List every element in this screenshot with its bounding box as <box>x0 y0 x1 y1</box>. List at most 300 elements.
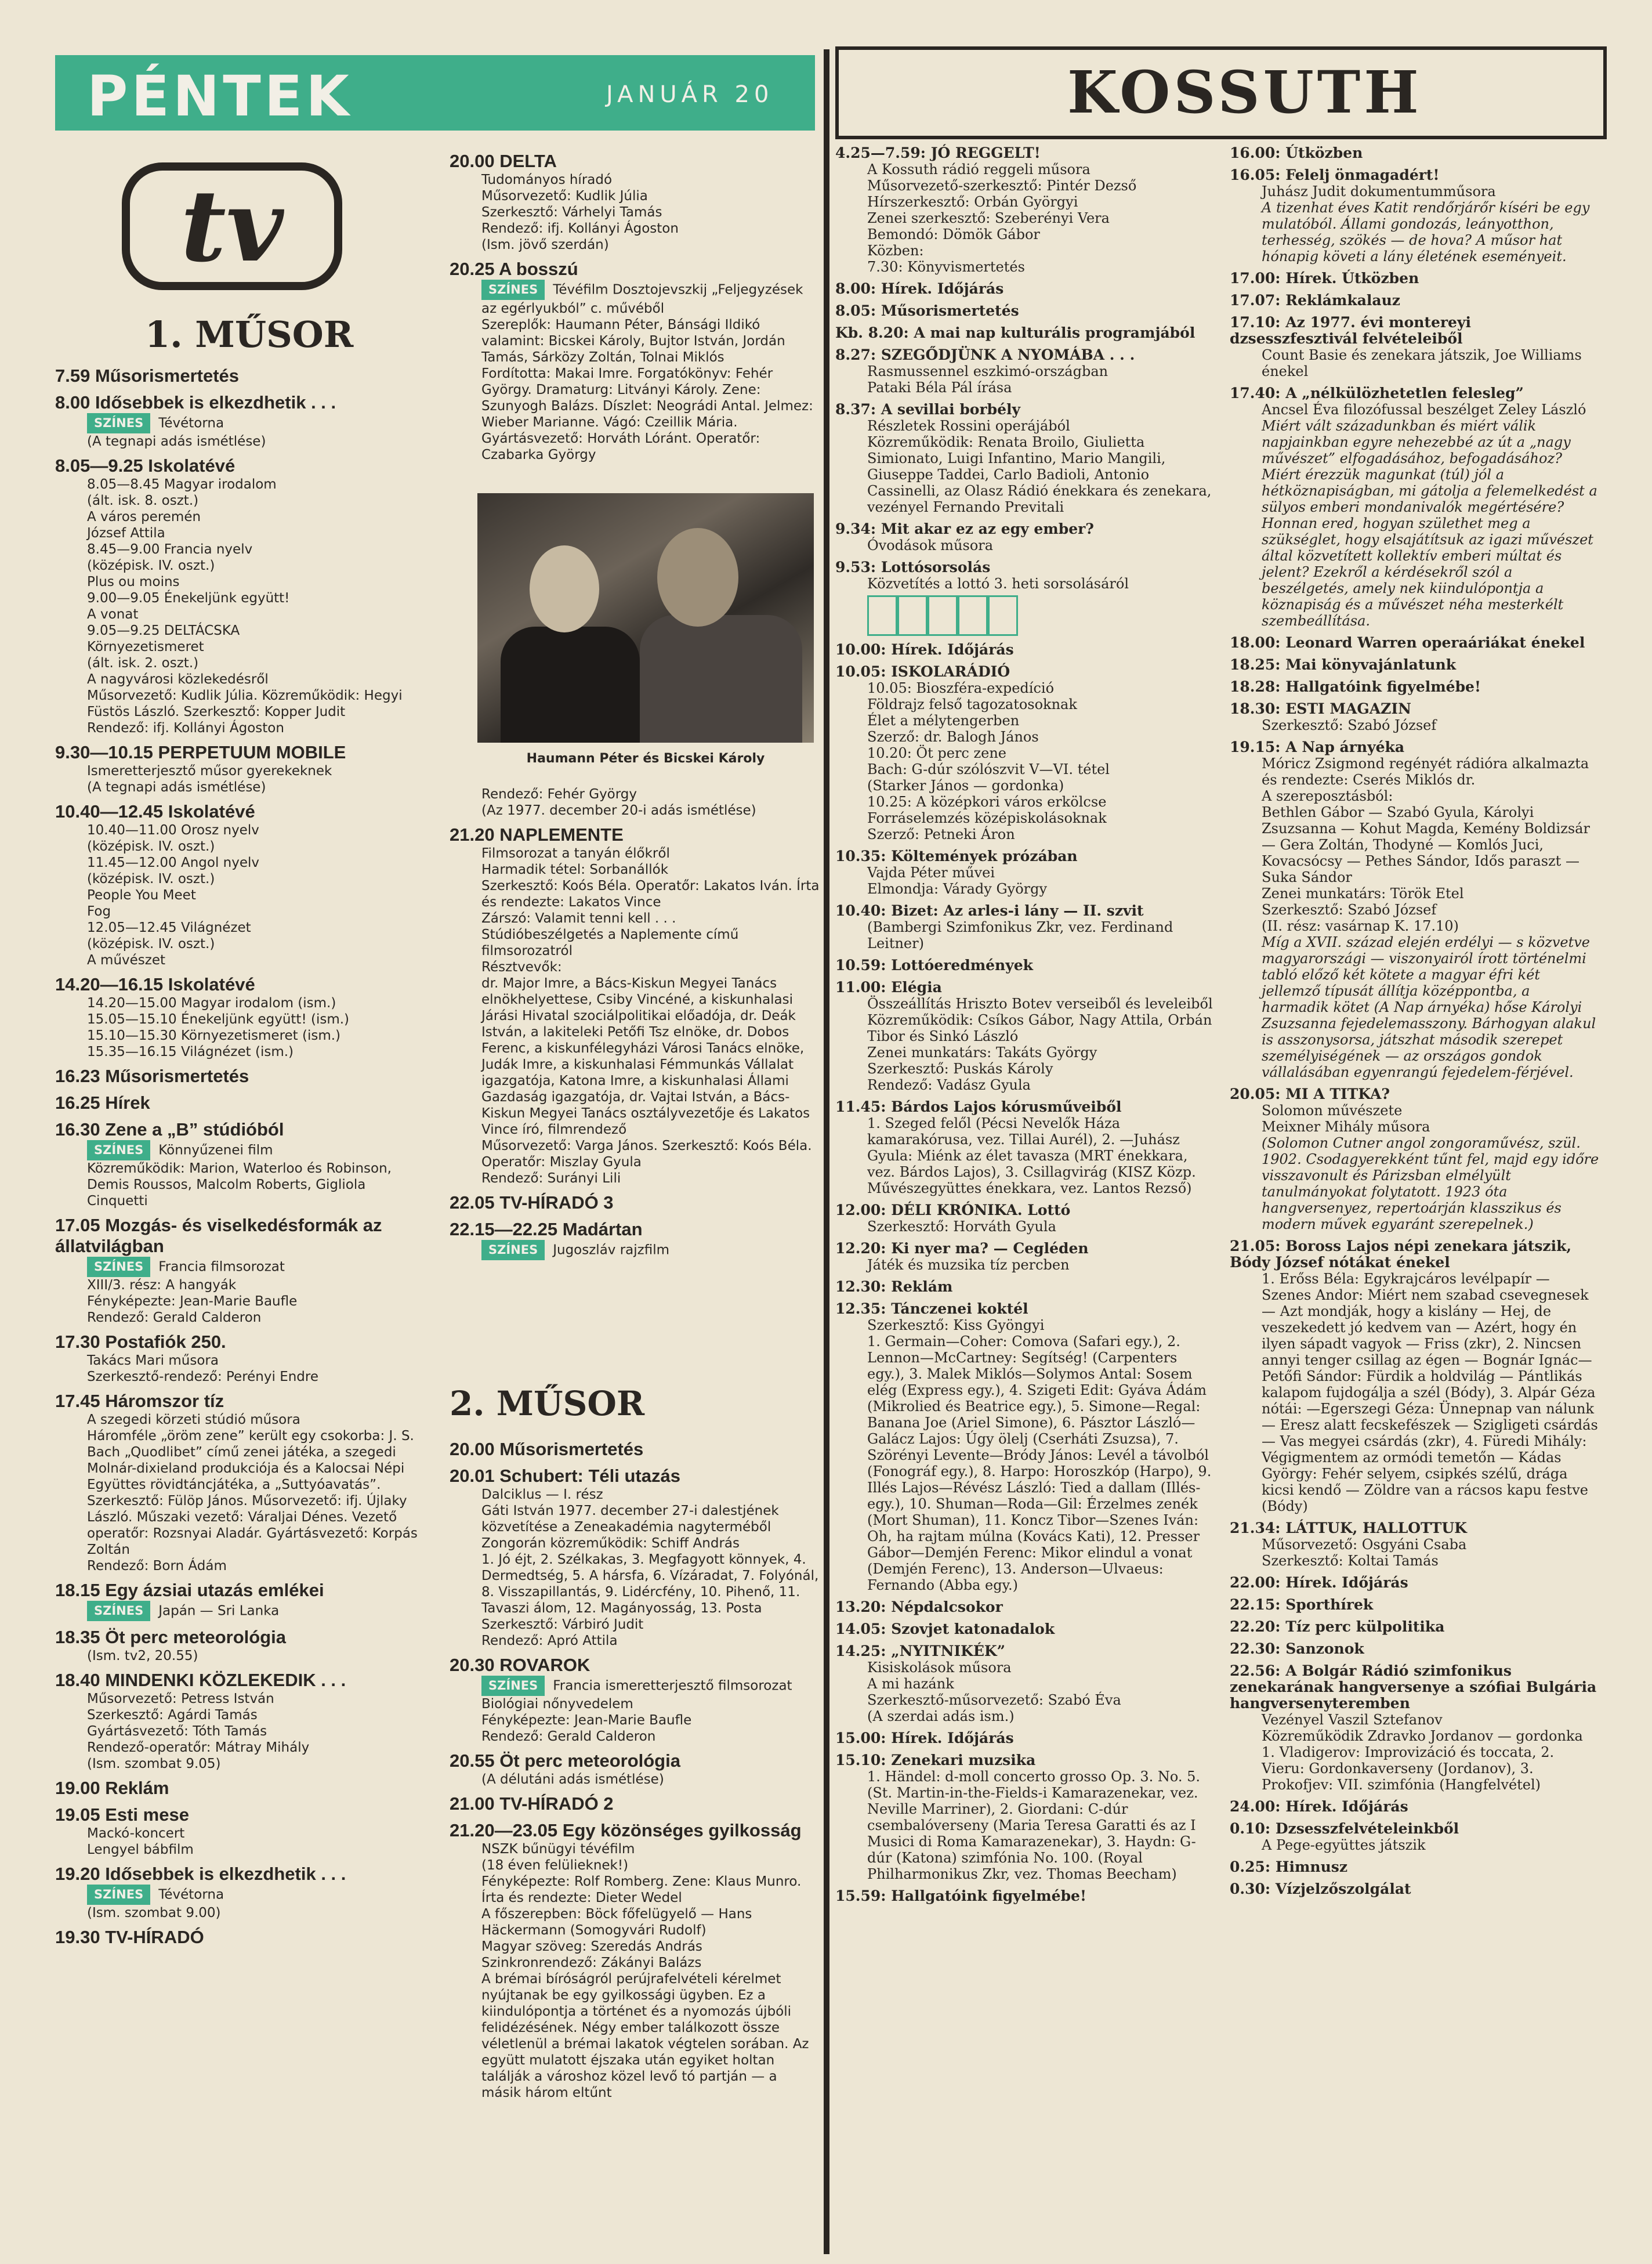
program-detail-line: Francia ismeretterjesztő filmsorozat <box>553 1678 792 1694</box>
program-detail-line: Műsorvezető: Kudlik Júlia <box>481 189 648 204</box>
program-details <box>450 1841 821 2101</box>
program-entry <box>450 259 821 463</box>
radio-entry <box>835 281 1218 297</box>
program-details <box>450 786 821 819</box>
program-entry <box>55 1670 426 1772</box>
color-broadcast-badge: SZÍNES <box>481 280 545 300</box>
program-title-line: 8.00 Idősebbek is elkezdhetik . . . <box>55 392 336 413</box>
lotto-box <box>988 595 1018 636</box>
tv-column-2-lower <box>450 786 821 1266</box>
radio-detail-line: Élet a mélytengerben <box>867 713 1020 729</box>
program-details <box>450 845 821 1187</box>
program-detail-line: Filmsorozat a tanyán élőkről <box>481 846 670 861</box>
radio-detail-line: Szerkesztő: Szabó József <box>1262 717 1437 733</box>
tv-day-title: PÉNTEK <box>87 64 353 129</box>
program-entry <box>55 1391 426 1574</box>
program-details <box>55 1648 426 1664</box>
program-detail-line: 1. Jó éjt, 2. Szélkakas, 3. Megfagyott könnyek, 4. Dermedtség, 5. A hársfa, 6. Vízáradat, 7. Folyónál, 8. Visszapillantás, 9. Lidércfény, 10. Pihenő, 11. Tavaszi álom, 12. Magányosság, 13. Posta <box>481 1552 819 1616</box>
program-entry <box>55 1119 426 1209</box>
program-detail-line: (ált. isk. 8. oszt.) <box>87 493 199 508</box>
program-details <box>450 1676 821 1745</box>
program-detail-line: Rendező-operatőr: Mátray Mihály <box>87 1740 310 1755</box>
program-detail-line: Közreműködik: Marion, Waterloo és Robinson, Demis Roussos, Malcolm Roberts, Gigliola Cinquetti <box>87 1161 392 1209</box>
program-detail-line: A brémai bíróságról perújrafelvételi kérelmet nyújtanak be egy gyilkossági ügyben. Ez a kiindulópontja a történet és a nyomozás újbóli felidézésének. Négy ember találkozott össze véletlenül a brémai lakatok végtelen sorában. Az együtt mulatott éjszaka után egyiket holtan találják a városhoz közel levő tó partján — a másik három eltűnt <box>481 1972 809 2100</box>
program-details <box>55 1352 426 1385</box>
radio-entry <box>1230 314 1601 379</box>
radio-detail-line: 1. Händel: d-moll concerto grosso Op. 3. No. 5. (St. Martin-in-the-Fields-i Kamarazenekar, vez. Neville Marriner), 2. Giordani: C-dúr csembalóverseny (Maria Teresa Garatti és az I Musici di Roma Kamarazenekar), 3. Haydn: G-dúr (Katona) szimfónia No. 100. (Royal Philharmonikus Zkr, vez. Thomas Beecham) <box>867 1768 1201 1882</box>
program-detail-line: (középisk. IV. oszt.) <box>87 936 215 952</box>
radio-detail-line: 1. Vladigerov: Improvizáció és toccata, 2. Vieru: Gordonkaverseny (Jordanov), 3. Prokofjev: VII. szimfónia (Hangfelvétel) <box>1262 1744 1555 1793</box>
radio-entry <box>835 1599 1218 1615</box>
radio-title-line: 12.35: Tánczenei koktél <box>835 1300 1028 1317</box>
tv-logo: tv <box>122 162 342 290</box>
radio-title-line: 12.20: Ki nyer ma? — Cegléden <box>835 1240 1089 1257</box>
program-entry <box>55 1778 426 1799</box>
program-entry <box>55 1627 426 1664</box>
lotto-box <box>958 595 988 636</box>
radio-detail-line: Elmondja: Várady György <box>867 881 1048 897</box>
program-detail-line: 15.10—15.30 Környezetismeret (ism.) <box>87 1028 341 1043</box>
radio-detail-line: Műsorvezető-szerkesztő: Pintér Dezső <box>867 178 1137 194</box>
radio-detail-line: Solomon művészete <box>1262 1102 1403 1119</box>
radio-title-line: 16.00: Útközben <box>1230 144 1363 161</box>
radio-title-line: 22.15: Sporthírek <box>1230 1596 1374 1613</box>
radio-entry <box>1230 1821 1601 1853</box>
radio-detail-line: Közben: <box>867 243 924 259</box>
color-broadcast-badge: SZÍNES <box>87 413 150 433</box>
radio-entry <box>1230 1086 1601 1232</box>
program-details <box>55 1257 426 1326</box>
program-detail-line: Tudományos híradó <box>481 172 613 187</box>
program-detail-line: A művészet <box>87 953 166 968</box>
program-detail-line: Háromféle „öröm zene” került egy csokorba: J. S. Bach „Quodlibet” című zenei játéka, a szegedi Molnár-dixieland produkciója és a Kalocsai Népi Együttes rövidtáncjátéka, a „Suttyóavatás”. <box>87 1428 414 1492</box>
program-entry <box>55 1580 426 1621</box>
program-detail-line: Szerkesztő: Koós Béla. Operatőr: Lakatos Iván. Írta és rendezte: Lakatos Vince <box>481 878 820 910</box>
program-detail-line: (középisk. IV. oszt.) <box>87 558 215 573</box>
radio-detail-line: 10.20: Öt perc zene <box>867 745 1006 761</box>
program-detail-line: Harmadik tétel: Sorbanállók <box>481 862 669 877</box>
radio-entry <box>835 521 1218 554</box>
program-title-line: 22.15—22.25 Madártan <box>450 1219 643 1239</box>
radio-entry <box>1230 292 1601 309</box>
radio-entry <box>1230 739 1601 1080</box>
program-details <box>55 1691 426 1772</box>
radio-title-line: 11.45: Bárdos Lajos kórusműveiből <box>835 1098 1122 1115</box>
radio-detail-line: Közreműködik: Renata Broilo, Giulietta Simionato, Luigi Infantino, Mario Mangili, Giuseppe Taddei, Carlo Badioli, Antonio Cassinelli, az Olasz Rádió énekkara és zenekara, vezényel Fernando Previtali <box>867 434 1212 515</box>
radio-description: Míg a XVII. század elején erdélyi — s közvetve magyarországi — viszonyairól írott történelmi tabló előző két kötete a magyar éfri két jellemző típusát állítja középpontba, a harmadik kötet (A Nap árnyéka) hőse Károlyi Zsuzsanna fejedelemasszony. Bárhogyan alakul is asszonysorsa, játszhat második szerepet személyiségének — az országos gondok vállalásában egyenrangú fejedelem-férjével. <box>1262 934 1596 1080</box>
program-details <box>450 172 821 253</box>
program-entry <box>450 786 821 819</box>
radio-title-line: 18.28: Hallgatóink figyelmébe! <box>1230 678 1481 695</box>
radio-title-line: 16.05: Felelj önmagadért! <box>1230 167 1440 183</box>
radio-title-line: 4.25—7.59: JÓ REGGELT! <box>835 144 1041 161</box>
radio-entry <box>1230 270 1601 287</box>
radio-title-line: Kb. 8.20: A mai nap kulturális programjából <box>835 324 1195 341</box>
radio-entry <box>835 402 1218 515</box>
radio-detail-line: Szerkesztő: Horváth Gyula <box>867 1218 1056 1235</box>
program-detail-line: 9.00—9.05 Énekeljünk együtt! <box>87 591 290 606</box>
program-entry <box>450 1793 821 1814</box>
program-detail-line: NSZK bűnügyi tévéfilm <box>481 1842 635 1857</box>
radio-detail-line: Zenei munkatárs: Török Etel <box>1262 885 1464 902</box>
program-detail-line: Gyártásvezető: Tóth Tamás <box>87 1724 267 1739</box>
radio-entry <box>1230 1859 1601 1875</box>
radio-detail-line: Összeállítás Hriszto Botev verseiből és leveleiből <box>867 996 1213 1012</box>
program-detail-line: XIII/3. rész: A hangyák <box>87 1278 237 1293</box>
radio-title-line: 22.20: Tíz perc külpolitika <box>1230 1618 1445 1635</box>
program-details <box>55 1885 426 1921</box>
program-detail-line: Rendező: Born Ádám <box>87 1558 227 1574</box>
program-title-line: 20.30 ROVAROK <box>450 1655 590 1675</box>
radio-title-line: 18.25: Mai könyvajánlatunk <box>1230 656 1457 673</box>
radio-detail-line: Bemondó: Dömök Gábor <box>867 226 1040 243</box>
program-detail-line: (Ism. jövő szerdán) <box>481 237 609 252</box>
program-title-line: 18.40 MINDENKI KÖZLEKEDIK . . . <box>55 1670 346 1690</box>
program-details <box>55 1601 426 1621</box>
program-detail-line: Dalciklus — I. rész <box>481 1487 603 1502</box>
program-detail-line: Szerkesztő: Várhelyi Tamás <box>481 205 662 220</box>
color-broadcast-badge: SZÍNES <box>87 1257 150 1277</box>
program-detail-line: Fényképezte: Jean-Marie Baufle <box>87 1294 298 1309</box>
program-title-line: 14.20—16.15 Iskolatévé <box>55 974 255 994</box>
radio-detail-line: Földrajz felső tagozatosoknak <box>867 696 1077 713</box>
radio-detail-line: Zenei munkatárs: Takáts György <box>867 1044 1097 1061</box>
program-entry <box>450 1820 821 2101</box>
program-entry <box>450 1466 821 1649</box>
radio-entry <box>1230 1799 1601 1815</box>
radio-entry <box>835 642 1218 658</box>
radio-detail-line: Kisiskolások műsora <box>867 1659 1012 1676</box>
program1-title: 1. MŰSOR <box>145 313 354 356</box>
program-entry <box>55 1215 426 1326</box>
radio-title-line: 10.35: Költemények prózában <box>835 848 1078 865</box>
radio-title-line: 24.00: Hírek. Időjárás <box>1230 1798 1408 1815</box>
radio-title-line: 20.05: MI A TITKA? <box>1230 1086 1390 1102</box>
radio-detail-line: Szerző: Petneki Áron <box>867 826 1015 842</box>
program-detail-line: Rendező: Apró Attila <box>481 1633 618 1648</box>
radio-detail-line: 1. Erőss Béla: Egykrajcáros levélpapír — Szenes Andor: Miért nem szabad csevegnesek — Azt mondják, hogy a kislány — Hej, de veszekedett jó kedvem van — Azért, hogy én ilyen sápadt vagyok — Friss (zkr), 2. Nincsen annyi tenger csillag az égen — Bognár Ignác—Petőfi Sándor: Fürdik a holdvilág — Pántlikás kalapom fujdogálja a szél (Bódy), 3. Alpár Géza nótái: —Egerszegi Géza: Ünnepnap van nálunk — Eresz alatt fecskefészek — Szigligeti csárdás — Vas megyei csárdás (zkr), 4. Füredi Mihály: Végigmentem az ormódi temetőn — Kádas György: Fehér selyem, csipkés szélű, drága kicsi kendő — Zöldre van a rácsos kapu festve (Bódy) <box>1262 1271 1598 1514</box>
program-detail-line: Szerkesztő: Várbiró Judit <box>481 1617 644 1632</box>
radio-entry <box>1230 167 1601 265</box>
program-entry <box>450 1655 821 1745</box>
program-detail-line: A vonat <box>87 607 139 622</box>
program-entry <box>55 455 426 736</box>
program-detail-line: Fényképezte: Rolf Romberg. Zene: Klaus Munro. Írta és rendezte: Dieter Wedel <box>481 1874 802 1905</box>
radio-title-line: 17.10: Az 1977. évi montereyi dzsesszfesztivál felvételeiből <box>1230 314 1471 347</box>
program-detail-line: Tévéfilm Dosztojevszkij „Feljegyzések az egérlyukból” c. művéből <box>481 282 803 316</box>
radio-entry <box>835 559 1218 636</box>
program-title-line: 16.25 Hírek <box>55 1093 150 1113</box>
radio-title-line: 17.00: Hírek. Útközben <box>1230 270 1419 287</box>
program-entry <box>55 801 426 968</box>
radio-title-line: 8.00: Hírek. Időjárás <box>835 280 1004 297</box>
program-entry <box>450 1751 821 1788</box>
radio-title-line: 17.07: Reklámkalauz <box>1230 292 1400 309</box>
program-detail-line: Környezetismeret <box>87 639 204 654</box>
program-detail-line: Francia filmsorozat <box>158 1259 285 1275</box>
program-detail-line: A város peremén <box>87 509 201 525</box>
radio-entry <box>1230 701 1601 733</box>
program-detail-line: (Ism. szombat 9.05) <box>87 1756 221 1771</box>
radio-detail-line: (A szerdai adás ism.) <box>867 1708 1015 1724</box>
program-detail-line: Rendező: ifj. Kollányi Ágoston <box>87 721 284 736</box>
program-detail-line: (középisk. IV. oszt.) <box>87 871 215 887</box>
program-detail-line: Ismeretterjesztő műsor gyerekeknek <box>87 764 332 779</box>
kossuth-title: KOSSUTH <box>1067 58 1422 126</box>
kossuth-column-2 <box>1230 145 1601 1903</box>
radio-detail-line: Szerkesztő: Kiss Gyöngyi <box>867 1317 1045 1333</box>
radio-detail-line: Juhász Judit dokumentumműsora <box>1262 183 1496 200</box>
radio-entry <box>835 1241 1218 1273</box>
program-detail-line: Jugoszláv rajzfilm <box>553 1242 670 1258</box>
program-detail-line: Szerkesztő: Fülöp János. Műsorvezető: ifj. Újlaky László. Műszaki vezető: Váraljai Dénes. Vezető operatőr: Rozsnyai Aladár. Gyártásvezető: Korpás Zoltán <box>87 1493 418 1557</box>
radio-title-line: 14.25: „NYITNIKÉK” <box>835 1643 1006 1659</box>
program-detail-line: 11.45—12.00 Angol nyelv <box>87 855 260 870</box>
program-title-line: 17.45 Háromszor tíz <box>55 1391 224 1411</box>
program-details <box>450 1487 821 1649</box>
tv-column-1 <box>55 366 426 1954</box>
program-detail-line: Magyar szöveg: Szeredás András <box>481 1939 702 1954</box>
program-detail-line: (A délutáni adás ismétlése) <box>481 1772 664 1787</box>
program-detail-line: Szerkesztő-rendező: Perényi Endre <box>87 1369 319 1384</box>
program-detail-line: (középisk. IV. oszt.) <box>87 839 215 854</box>
radio-detail-line: Vezényel Vaszil Sztefanov <box>1262 1712 1443 1728</box>
radio-title-line: 8.05: Műsorismertetés <box>835 302 1019 319</box>
program-detail-line: Szereplők: Haumann Péter, Bánsági Ildikó valamint: Bicskei Károly, Bujtor István, Jordán Tamás, Sárközy Zoltán, Tolnai Miklós <box>481 317 785 365</box>
tv-column-2 <box>450 151 821 469</box>
radio-title-line: 18.30: ESTI MAGAZIN <box>1230 700 1411 717</box>
radio-detail-line: Pataki Béla Pál írása <box>867 379 1012 396</box>
radio-title-line: 8.27: SZEGŐDJÜNK A NYOMÁBA . . . <box>835 346 1135 363</box>
program-entry <box>450 151 821 253</box>
radio-detail-line: Szerkesztő: Puskás Károly <box>867 1061 1053 1077</box>
color-broadcast-badge: SZÍNES <box>481 1676 545 1696</box>
color-broadcast-badge: SZÍNES <box>481 1240 545 1260</box>
radio-detail-line: Szerkesztő: Szabó József <box>1262 902 1437 918</box>
program-title-line: 19.00 Reklám <box>55 1778 169 1798</box>
radio-detail-line: (Bambergi Szimfonikus Zkr, vez. Ferdinand Leitner) <box>867 919 1173 952</box>
lotto-box <box>867 595 897 636</box>
radio-entry <box>1230 657 1601 673</box>
radio-entry <box>835 903 1218 952</box>
program-detail-line: Fog <box>87 904 111 919</box>
radio-title-line: 8.37: A sevillai borbély <box>835 401 1021 418</box>
program-title-line: 7.59 Műsorismertetés <box>55 366 240 386</box>
program-detail-line: A főszerepben: Böck főfelügyelő — Hans Häckermann (Somogyvári Rudolf) <box>481 1907 752 1938</box>
program-title-line: 22.05 TV-HÍRADÓ 3 <box>450 1192 614 1213</box>
program-detail-line: Rendező: Fehér György <box>481 787 637 802</box>
radio-title-line: 22.30: Sanzonok <box>1230 1640 1364 1657</box>
radio-title-line: 0.30: Vízjelzőszolgálat <box>1230 1880 1411 1897</box>
program-title-line: 17.05 Mozgás- és viselkedésformák az állatvilágban <box>55 1215 382 1256</box>
color-broadcast-badge: SZÍNES <box>87 1885 150 1905</box>
radio-detail-line: 1. Szeged felől (Pécsi Nevelők Háza kamarakórusa, vez. Tillai Aurél), 2. —Juhász Gyula: Miénk az élet tavasza (MRT énekkara, vez. Bárdos Lajos), 3. Csillagvirág (KISZ Közp. Művészegyüttes énekkara, vez. Lantos Rezső) <box>867 1115 1196 1196</box>
radio-entry <box>1230 1663 1601 1793</box>
radio-entry <box>1230 1619 1601 1635</box>
program-detail-line: Műsorvezető: Kudlik Júlia. Közreműködik: Hegyi Füstös László. Szerkesztő: Kopper Judit <box>87 688 403 719</box>
radio-detail-line: Szerkesztő: Koltai Tamás <box>1262 1553 1439 1569</box>
radio-entry <box>835 303 1218 319</box>
program-detail-line: A szegedi körzeti stúdió műsora <box>87 1412 300 1427</box>
radio-title-line: 10.00: Hírek. Időjárás <box>835 641 1014 658</box>
program-entry <box>450 1439 821 1460</box>
radio-entry <box>835 1643 1218 1724</box>
radio-detail-line: Közreműködik: Csíkos Gábor, Nagy Attila, Orbán Tibor és Sinkó László <box>867 1012 1212 1044</box>
program-entry <box>55 974 426 1060</box>
program-detail-line: Mackó-koncert <box>87 1826 185 1841</box>
program-detail-line: Tévétorna <box>158 1887 224 1903</box>
program-details <box>450 1240 821 1260</box>
radio-title-line: 10.59: Lottóeredmények <box>835 957 1033 974</box>
radio-title-line: 18.00: Leonard Warren operaáriákat énekel <box>1230 634 1585 651</box>
program-details <box>450 1771 821 1788</box>
program-detail-line: Szinkronrendező: Zákányi Balázs <box>481 1955 702 1970</box>
program-entry <box>450 1192 821 1213</box>
program-entry <box>55 1332 426 1385</box>
radio-entry <box>835 664 1218 842</box>
program-details <box>55 476 426 736</box>
program-detail-line: A nagyvárosi közlekedésről <box>87 672 269 687</box>
radio-title-line: 9.34: Mit akar ez az egy ember? <box>835 520 1094 537</box>
program-entry <box>450 824 821 1187</box>
radio-title-line: 19.15: A Nap árnyéka <box>1230 739 1405 755</box>
program-title-line: 19.20 Idősebbek is elkezdhetik . . . <box>55 1864 346 1884</box>
program-detail-line: Rendező: ifj. Kollányi Ágoston <box>481 221 679 236</box>
program-detail-line: 10.40—11.00 Orosz nyelv <box>87 823 259 838</box>
radio-detail-line: Bach: G-dúr szólószvit V—VI. tétel <box>867 761 1110 777</box>
program-detail-line: 8.05—8.45 Magyar irodalom <box>87 477 277 492</box>
program-detail-line: (ált. isk. 2. oszt.) <box>87 656 199 671</box>
radio-entry <box>835 1621 1218 1637</box>
program-detail-line: 12.05—12.45 Világnézet <box>87 920 251 935</box>
radio-detail-line: Rasmussennel eszkimó-országban <box>867 363 1108 379</box>
lotto-box <box>897 595 928 636</box>
radio-title-line: 12.00: DÉLI KRÓNIKA. Lottó <box>835 1202 1071 1218</box>
column-divider <box>824 49 829 2254</box>
program-detail-line: Zongorán közreműködik: Schiff András <box>481 1536 740 1551</box>
program-details <box>55 413 426 450</box>
radio-detail-line: Közvetítés a lottó 3. heti sorsolásáról <box>867 576 1129 592</box>
radio-detail-line: Bethlen Gábor — Szabó Gyula, Károlyi Zsuzsanna — Kohut Magda, Kemény Boldizsár — Gera Zoltán, Thodyné — Komlós Juci, Kovacsócsy — Pethes Sándor, Idős paraszt — Suka Sándor <box>1262 804 1590 885</box>
program-detail-line: Japán — Sri Lanka <box>158 1603 280 1619</box>
program-detail-line: Műsorvezető: Varga János. Szerkesztő: Koós Béla. Operatőr: Miszlay Gyula <box>481 1138 812 1170</box>
radio-entry <box>1230 635 1601 651</box>
radio-title-line: 11.00: Elégia <box>835 979 942 996</box>
radio-detail-line: Óvodások műsora <box>867 537 994 554</box>
radio-detail-line: 10.05: Bioszféra-expedíció <box>867 680 1055 696</box>
program-entry <box>55 742 426 795</box>
program-entry <box>55 1066 426 1087</box>
program-detail-line: 15.35—16.15 Világnézet (ism.) <box>87 1044 294 1059</box>
program-title-line: 19.05 Esti mese <box>55 1804 189 1825</box>
tv-date: JANUÁR 20 <box>606 81 774 108</box>
radio-detail-line: 1. Germain—Coher: Comova (Safari egy.), 2. Lennon—McCartney: Segítség! (Carpenters egy.), 3. Malek Miklós—Solymos Antal: Sosem elég (Express egy.), 4. Szigeti Edit: Gyáva Ádám (Mikrolied és Beatrice egy.), 5. Simone—Regal: Banana Joe (Ariel Simone), 6. Pásztor László—Galácz Lajos: Úgy ölelj (Cserháti Zsuzsa), 7. Szörényi Levente—Bródy János: Levél a távolból (Fonográf egy.), 8. Harpo: Horoszkóp (Harpo), 9. Illés Lajos—Révész László: Tied a dallam (Illés-egy.), 10. Shuman—Roda—Gil: Érzelmes zenék (Mort Shuman), 11. Koncz Tibor—Szenes Iván: Oh, ha rajtam múlna (Kovács Kati), 12. Presser Gábor—Demjén Ferenc: Mikor elindul a vonat (Demjén Ferenc), 13. Anderson—Ulvaeus: Fernando (Abba egy.) <box>867 1333 1212 1593</box>
film-still-photo <box>477 493 814 743</box>
radio-title-line: 15.00: Hírek. Időjárás <box>835 1730 1014 1746</box>
radio-detail-line: Közreműködik Zdravko Jordanov — gordonka <box>1262 1728 1583 1744</box>
radio-entry <box>835 979 1218 1093</box>
program-title-line: 21.20—23.05 Egy közönséges gyilkosság <box>450 1820 802 1840</box>
program-detail-line: Stúdióbeszélgetés a Naplemente című filmsorozatról <box>481 927 739 959</box>
tv-column-2-program2 <box>450 1439 821 2107</box>
program-entry <box>450 1219 821 1260</box>
program-detail-line: Könnyűzenei film <box>158 1142 273 1158</box>
radio-detail-line: Szerző: dr. Balogh János <box>867 729 1039 745</box>
program-detail-line: (A tegnapi adás ismétlése) <box>87 780 266 795</box>
radio-title-line: 10.05: ISKOLARÁDIÓ <box>835 663 1010 680</box>
radio-entry <box>835 1752 1218 1882</box>
program-detail-line: 14.20—15.00 Magyar irodalom (ism.) <box>87 996 336 1011</box>
program-details <box>55 1412 426 1574</box>
radio-entry <box>1230 1641 1601 1657</box>
program-detail-line: (18 éven felülieknek!) <box>481 1858 629 1873</box>
radio-entry <box>835 145 1218 275</box>
radio-detail-line: Műsorvezető: Osgyáni Csaba <box>1262 1536 1467 1553</box>
program-entry <box>55 392 426 450</box>
program-detail-line: Plus ou moins <box>87 574 180 589</box>
radio-title-line: 22.56: A Bolgár Rádió szimfonikus zenekarának hangversenye a szófiai Bulgária hangversenyteremben <box>1230 1662 1597 1712</box>
program-detail-line: Biológiai nőnyvedelem <box>481 1697 633 1712</box>
radio-title-line: 15.59: Hallgatóink figyelmébe! <box>835 1887 1086 1904</box>
radio-description: (Solomon Cutner angol zongoraművész, szül. 1902. Csodagyerekként tűnt fel, majd egy időre visszavonult és Párizsban elmélyült tanulmányokat folytatott. 1923 óta hangversenyez, repertoárján klasszikus és modern művek egyaránt szerepelnek.) <box>1262 1135 1599 1232</box>
program-title-line: 10.40—12.45 Iskolatévé <box>55 801 255 822</box>
program-title-line: 16.23 Műsorismertetés <box>55 1066 249 1086</box>
program-detail-line: Fordította: Makai Imre. Forgatókönyv: Fehér György. Dramaturg: Litványi Károly. Zene: Szunyogh Balázs. Díszlet: Neográdi Antal. Jelmez: Wieber Marianne. Vágó: Czeillik Mária. Gyártásvezető: Horváth Lóránt. Operatőr: Czabarka György <box>481 366 813 462</box>
program-detail-line: Tévétorna <box>158 415 224 431</box>
program-details <box>450 280 821 463</box>
program-detail-line: 9.05—9.25 DELTÁCSKA <box>87 623 240 638</box>
radio-detail-line: Ancsel Éva filozófussal beszélget Zeley László <box>1262 402 1586 418</box>
radio-detail-line: (II. rész: vasárnap K. 17.10) <box>1262 918 1459 934</box>
radio-title-line: 14.05: Szovjet katonadalok <box>835 1621 1055 1637</box>
program-title-line: 18.15 Egy ázsiai utazás emlékei <box>55 1580 324 1600</box>
program-title-line: 20.25 A bosszú <box>450 259 578 279</box>
radio-description: A tizenhat éves Katit rendőrjárőr kíséri be egy mulatóból. Állami gondozás, leányotthon, terhesség, szökés — de hova? A műsor hat hónapig követi a lány életének eseményeit. <box>1262 200 1590 265</box>
program-detail-line: Takács Mari műsora <box>87 1353 219 1368</box>
radio-title-line: 10.40: Bizet: Az arles-i lány — II. szvit <box>835 902 1144 919</box>
program-entry <box>55 1864 426 1921</box>
radio-detail-line: Játék és muzsika tíz percben <box>867 1257 1070 1273</box>
radio-detail-line: 7.30: Könyvismertetés <box>867 259 1025 275</box>
radio-detail-line: (Starker János — gordonka) <box>867 777 1064 794</box>
radio-title-line: 13.20: Népdalcsokor <box>835 1598 1003 1615</box>
radio-entry <box>1230 1575 1601 1591</box>
program-title-line: 20.00 Műsorismertetés <box>450 1439 644 1459</box>
radio-entry <box>835 957 1218 974</box>
program-entry <box>55 1093 426 1113</box>
radio-entry <box>1230 1520 1601 1569</box>
radio-entry <box>835 1301 1218 1593</box>
program-detail-line: dr. Major Imre, a Bács-Kiskun Megyei Tanács elnökhelyettese, Csiby Vincéné, a kiskunhalasi Járási Hivatal szociálpolitikai előadója, dr. Deák István, a lakiteleki Petőfi Tsz elnöke, dr. Dobos Ferenc, a kiskunfélegyházi Városi Tanács elnöke, Judák Imre, a kiskunhalasi Fémmunkás Vállalat igazgatója, Katona Imre, a kiskunhalasi Állami Gazdaság igazgatója, dr. Vajtai István, a Bács-Kiskun Megyei Tanács osztályvezetője és Lakatos Vince író, filmrendező <box>481 976 810 1137</box>
radio-title-line: 17.40: A „nélkülözhetetlen felesleg” <box>1230 385 1524 402</box>
program-detail-line: 15.05—15.10 Énekeljünk együtt! (ism.) <box>87 1012 350 1027</box>
radio-entry <box>835 1730 1218 1746</box>
radio-detail-line: Zenei szerkesztő: Szeberényi Vera <box>867 210 1110 226</box>
radio-entry <box>1230 385 1601 629</box>
program-title-line: 21.20 NAPLEMENTE <box>450 824 624 845</box>
radio-entry <box>835 347 1218 396</box>
radio-title-line: 15.10: Zenekari muzsika <box>835 1752 1036 1768</box>
program-title-line: 20.55 Öt perc meteorológia <box>450 1751 680 1771</box>
lotto-box <box>928 595 958 636</box>
radio-entry <box>1230 145 1601 161</box>
radio-title-line: 0.25: Himnusz <box>1230 1858 1348 1875</box>
radio-detail-line: A Pege-együttes játszik <box>1262 1837 1426 1853</box>
program-title-line: 21.00 TV-HÍRADÓ 2 <box>450 1793 614 1814</box>
program-title-line: 8.05—9.25 Iskolatévé <box>55 455 236 476</box>
program-detail-line: Résztvevők: <box>481 960 562 975</box>
program-detail-line: Műsorvezető: Petress István <box>87 1691 274 1706</box>
